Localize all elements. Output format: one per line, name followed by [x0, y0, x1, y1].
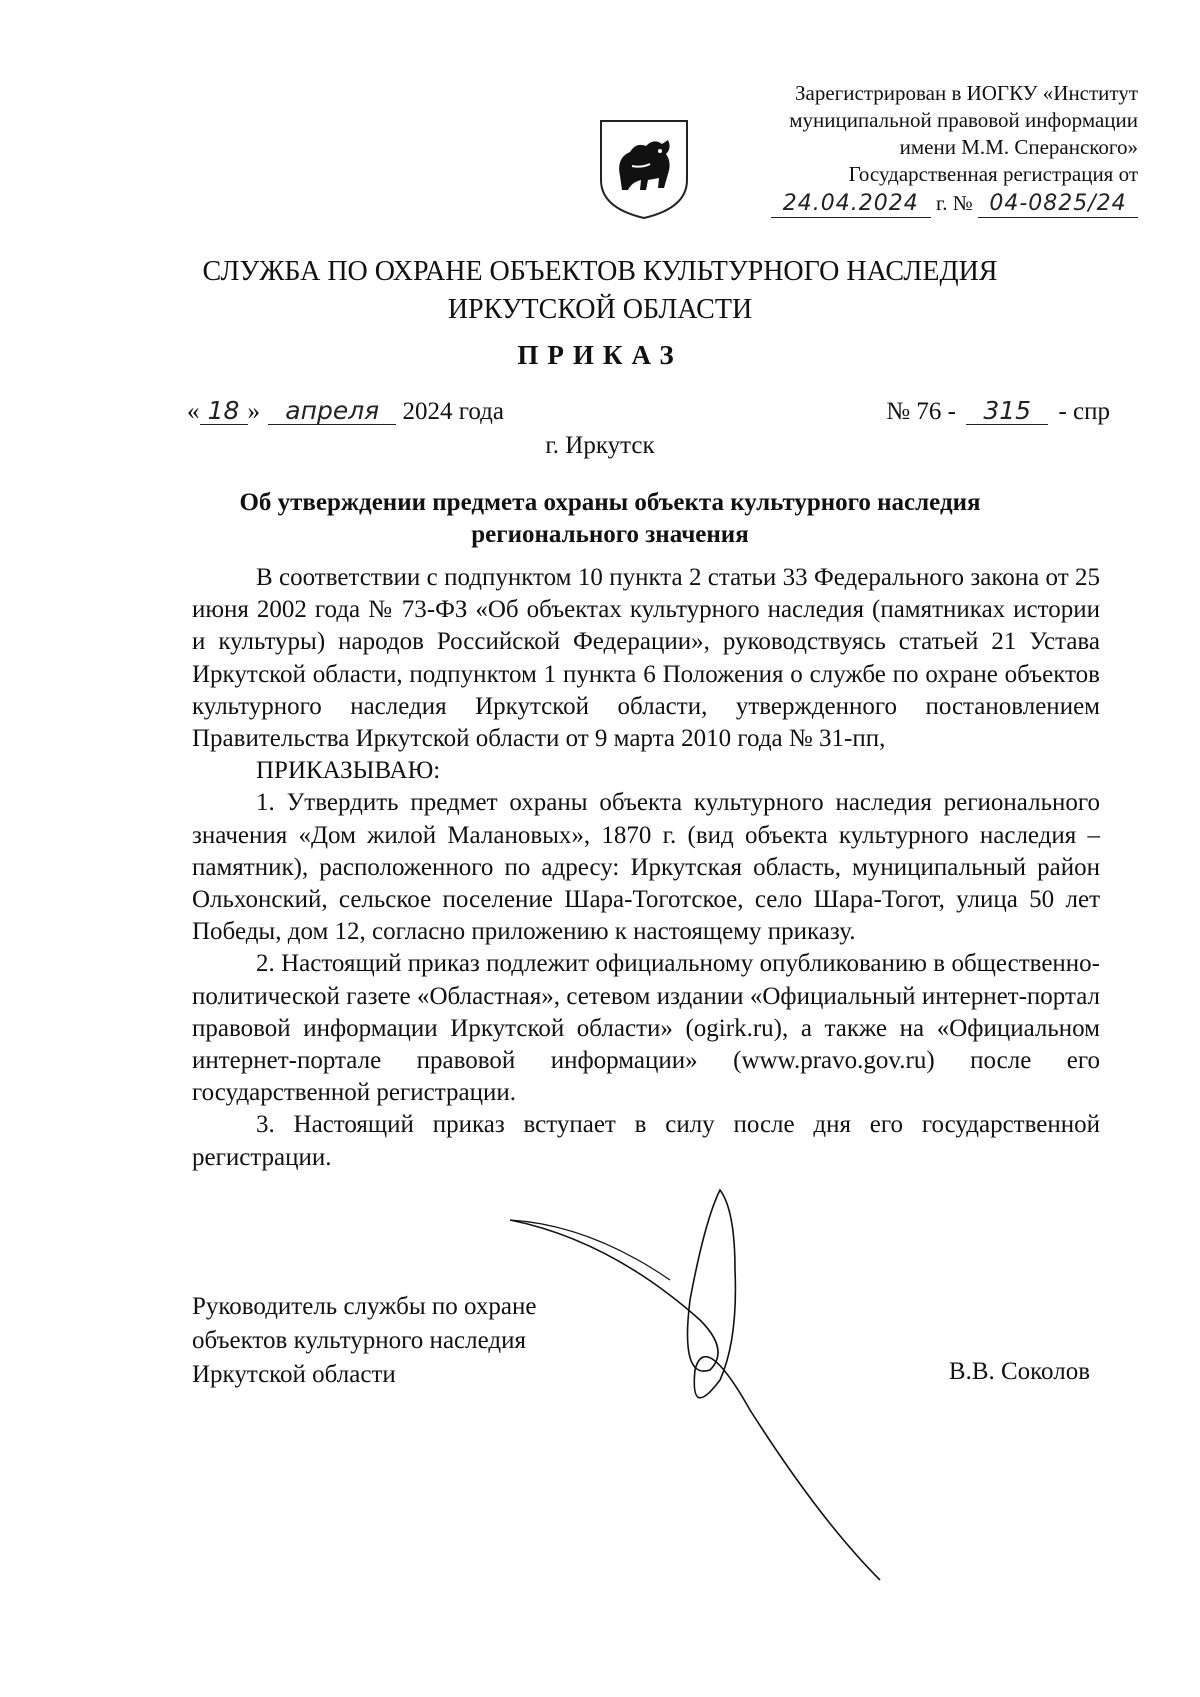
order-number [886, 398, 1110, 426]
signer-name: В.В. Соколов [948, 1358, 1090, 1385]
date-open-quote: « [187, 398, 200, 425]
registration-line-1: Зарегистрирован в ИОГКУ «Институт [794, 81, 1138, 105]
order-date [187, 398, 504, 426]
organization-line-1: СЛУЖБА ПО ОХРАНЕ ОБЪЕКТОВ КУЛЬТУРНОГО НАСЛЕДИЯ [202, 256, 998, 287]
position-line-3: Иркутской области [192, 1361, 396, 1388]
signer-position [192, 1290, 536, 1392]
registration-number-handwritten: 04-0825/24 [978, 191, 1138, 218]
document-type-title: ПРИКАЗ [517, 340, 683, 370]
handwritten-signature [490, 1180, 970, 1600]
subject-line-2: регионального значения [471, 521, 749, 548]
subject-line-1: Об утверждении предмета охраны объекта культурного наследия [239, 489, 981, 516]
preamble-paragraph: В соответствии с подпунктом 10 пункта 2 статьи 33 Федерального закона от 25 июня 2002 года № 73-ФЗ «Об объектах культурного наследия (памятниках истории и культуры) народов Российской Федерации», руководствуясь статьей 21 Устава Иркутской области, подпунктом 1 пункта 6 Положения о службе по охране объектов культурного наследия Иркутской области, утвержденного постановлением Правительства Иркутской области от 9 марта 2010 года № 31-пп, [192, 564, 1100, 753]
registration-line-4: Государственная регистрация от [848, 162, 1138, 186]
date-year: 2024 года [402, 398, 504, 425]
position-line-2: объектов культурного наследия [192, 1327, 526, 1354]
directive-paragraph: ПРИКАЗЫВАЮ: [256, 757, 441, 785]
registration-line-2: муниципальной правовой информации [789, 108, 1138, 132]
item-2-paragraph: 2. Настоящий приказ подлежит официальному опубликованию в общественно-политической газете «Областная», сетевом издании «Официальный интернет-портал правовой информации Иркутской области» (ogirk.ru), а также на «Официальном интернет-портале правовой информации» (www.pravo.gov.ru) после его государственной регистрации. [192, 950, 1100, 1107]
position-line-1: Руководитель службы по охране [192, 1293, 537, 1320]
organization-title [0, 253, 1200, 329]
registration-number-line [708, 190, 1138, 218]
city: г. Иркутск [545, 432, 655, 459]
document-body [192, 562, 1100, 1174]
document-subject [170, 487, 1050, 551]
date-month-handwritten: апреля [268, 398, 396, 425]
registration-line-3: имени М.М. Сперанского» [899, 135, 1138, 159]
organization-line-2: ИРКУТСКОЙ ОБЛАСТИ [447, 294, 753, 325]
date-day-handwritten: 18 [200, 398, 248, 425]
item-3-paragraph: 3. Настоящий приказ вступает в силу после дня его государственной регистрации. [192, 1111, 1100, 1171]
irkutsk-coat-of-arms-icon [598, 118, 690, 221]
order-number-handwritten: 315 [966, 398, 1048, 425]
order-number-prefix: № 76 - [886, 398, 956, 425]
registration-date-handwritten: 24.04.2024 [771, 191, 931, 218]
registration-stamp [708, 80, 1138, 218]
date-close-quote: » [247, 398, 260, 425]
order-number-suffix: - спр [1058, 398, 1110, 425]
item-1-paragraph: 1. Утвердить предмет охраны объекта культурного наследия регионального значения «Дом жилой Малановых», 1870 г. (вид объекта культурного наследия – памятник), расположенного по адресу: Иркутская область, муниципальный район Ольхонский, сельское поселение Шара-Тоготское, село Шара-Тогот, улица 50 лет Победы, дом 12, согласно приложению к настоящему приказу. [192, 789, 1100, 946]
registration-number-label: г. № [935, 191, 973, 215]
